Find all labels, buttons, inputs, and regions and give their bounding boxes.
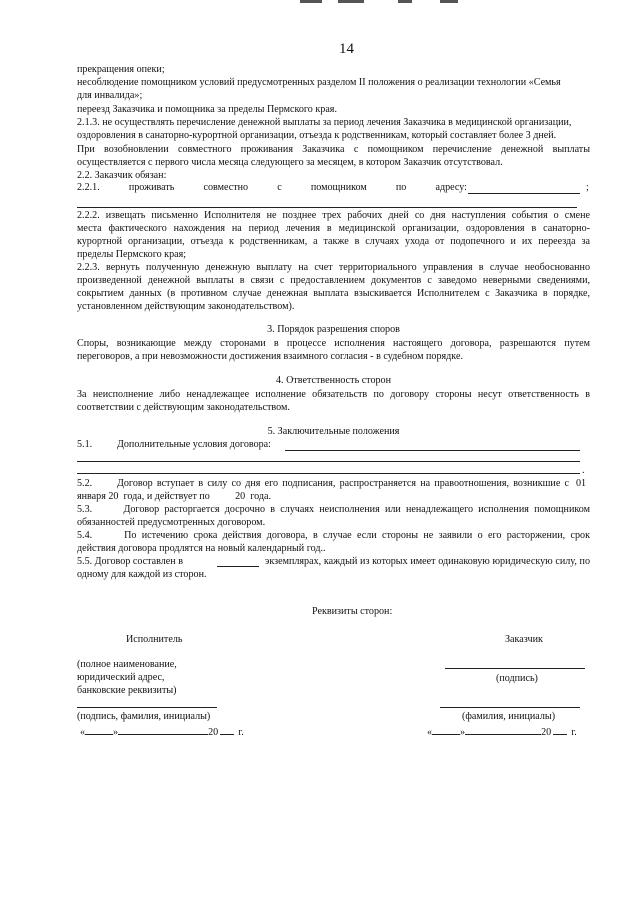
text-line: Договор вступает в силу со дня его подписания, распространяется на правоотношения, возникшие с bbox=[117, 478, 569, 489]
section-heading: 5. Заключительные положения bbox=[267, 426, 400, 437]
blank-line bbox=[77, 461, 580, 462]
customer-name-line bbox=[440, 707, 580, 708]
customer-name-label: (фамилия, инициалы) bbox=[462, 711, 556, 722]
copies-blank bbox=[217, 566, 259, 567]
text-line: При возобновлении совместного проживания Заказчика с помощником перечисление денежной выплаты bbox=[77, 144, 590, 155]
text-line: 2.2.3. вернуть полученную денежную выплату на счет территориального управления в случае необоснованно bbox=[77, 262, 590, 273]
text-line: оздоровления в санаторно-курортной организации, отъезда к родственникам, который составляет более 3 дней. bbox=[77, 130, 557, 141]
executor-sign-label: (подпись, фамилия, инициалы) bbox=[77, 711, 211, 722]
text-line: прекращения опеки; bbox=[77, 64, 165, 75]
clause-word: 2.2.1. bbox=[77, 182, 100, 193]
customer-title: Заказчик bbox=[505, 634, 543, 645]
text-line: 5.3. Договор расторгается досрочно в случаях неисполнения или ненадлежащего исполнения помощником bbox=[77, 504, 590, 515]
requisites-title: Реквизиты сторон: bbox=[312, 606, 393, 617]
text-line: переговоров, а при невозможности достижения взаимного согласия - в судебном порядке. bbox=[77, 351, 463, 362]
semicolon: ; bbox=[586, 182, 589, 193]
text-line: 5.4. По истечению срока действия договора, в случае если стороны не заявили о его расторжении, срок bbox=[77, 530, 590, 541]
scan-mark bbox=[338, 0, 364, 3]
customer-sign-line bbox=[445, 668, 585, 669]
text-line: для инвалида»; bbox=[77, 90, 143, 101]
text-line: пределы Пермского края; bbox=[77, 249, 187, 260]
clause-word: с bbox=[277, 182, 282, 193]
clause-word: адресу: bbox=[435, 182, 467, 193]
section-heading: 3. Порядок разрешения споров bbox=[267, 324, 400, 335]
address-clause bbox=[77, 181, 467, 194]
customer-sign-label: (подпись) bbox=[496, 673, 538, 684]
clause-number: 5.1. bbox=[77, 439, 93, 450]
text-line: соответствии с действующим законодательством. bbox=[77, 402, 290, 413]
clause-word: по bbox=[395, 182, 407, 193]
executor-sign-line bbox=[77, 707, 217, 708]
text-line: места фактического нахождения на период лечения в медицинской организации, оздоровления в санаторно- bbox=[77, 223, 590, 234]
text-line: курортной организации, отъезда к родственникам, а также в случаях ухода от подопечного и их переезда за bbox=[77, 236, 590, 247]
text-line: 2.1.3. не осуществлять перечисление денежной выплаты за период лечения Заказчика в медицинской организации, bbox=[77, 117, 572, 128]
text-line: одному для каждой из сторон. bbox=[77, 569, 207, 580]
text-line: обязанностей предусмотренных договором. bbox=[77, 517, 266, 528]
text-line: экземплярах, каждый из которых имеет одинаковую юридическую силу, по bbox=[265, 556, 590, 567]
clause-word: помощником bbox=[310, 182, 367, 193]
text-line: 5.5. Договор составлен в bbox=[77, 556, 183, 567]
text-line: За неисполнение либо ненадлежащее исполнение обязательств по договору стороны несут ответственность в bbox=[77, 389, 590, 400]
text-line: января 20 года, и действует по 20 года. bbox=[77, 491, 272, 502]
address-blank-line-2 bbox=[77, 207, 577, 208]
text-line: осуществляется с первого числа месяца следующего за месяцем, в котором Заказчик отсутствовал. bbox=[77, 157, 503, 168]
text-line: действия договора продлятся на новый календарный год.. bbox=[77, 543, 326, 554]
blank-line bbox=[77, 473, 580, 474]
clause-word: совместно bbox=[203, 182, 249, 193]
executor-note: (полное наименование, bbox=[77, 659, 177, 670]
text-line: 2.2. Заказчик обязан: bbox=[77, 170, 167, 181]
clause-word: проживать bbox=[128, 182, 175, 193]
scan-mark bbox=[300, 0, 322, 3]
scan-mark bbox=[440, 0, 458, 3]
period: . bbox=[582, 465, 585, 476]
executor-note: банковские реквизиты) bbox=[77, 685, 177, 696]
text-line: Дополнительные условия договора: bbox=[117, 439, 271, 450]
blank-line bbox=[285, 450, 580, 451]
clause-number: 5.2. bbox=[77, 478, 93, 489]
customer-date: « » 20 г. bbox=[427, 724, 577, 739]
text-line: несоблюдение помощником условий предусмотренных разделом II положения о реализации технологии «Семья bbox=[77, 77, 561, 88]
executor-title: Исполнитель bbox=[126, 634, 183, 645]
start-day: 01 bbox=[576, 478, 587, 489]
text-line: установленном действующим законодательством). bbox=[77, 301, 295, 312]
page-number: 14 bbox=[339, 41, 354, 57]
text-line: сокрытием данных (в противном случае денежная выплата взыскивается Исполнителем с Заказчика в порядке, bbox=[77, 288, 590, 299]
text-line: переезд Заказчика и помощника за пределы Пермского края. bbox=[77, 104, 337, 115]
executor-note: юридический адрес, bbox=[77, 672, 165, 683]
executor-date: « » 20 г. bbox=[80, 724, 244, 739]
scan-mark bbox=[398, 0, 412, 3]
text-line: произведенной денежной выплаты в связи с предоставлением документов с заведомо неверными сведениями, bbox=[77, 275, 590, 286]
section-heading: 4. Ответственность сторон bbox=[275, 375, 391, 386]
address-blank-line bbox=[468, 193, 580, 194]
text-line: Споры, возникающие между сторонами в процессе исполнения настоящего договора, разрешаются путем bbox=[77, 338, 590, 349]
text-line: 2.2.2. извещать письменно Исполнителя не позднее трех рабочих дней со дня наступления события о смене bbox=[77, 210, 590, 221]
